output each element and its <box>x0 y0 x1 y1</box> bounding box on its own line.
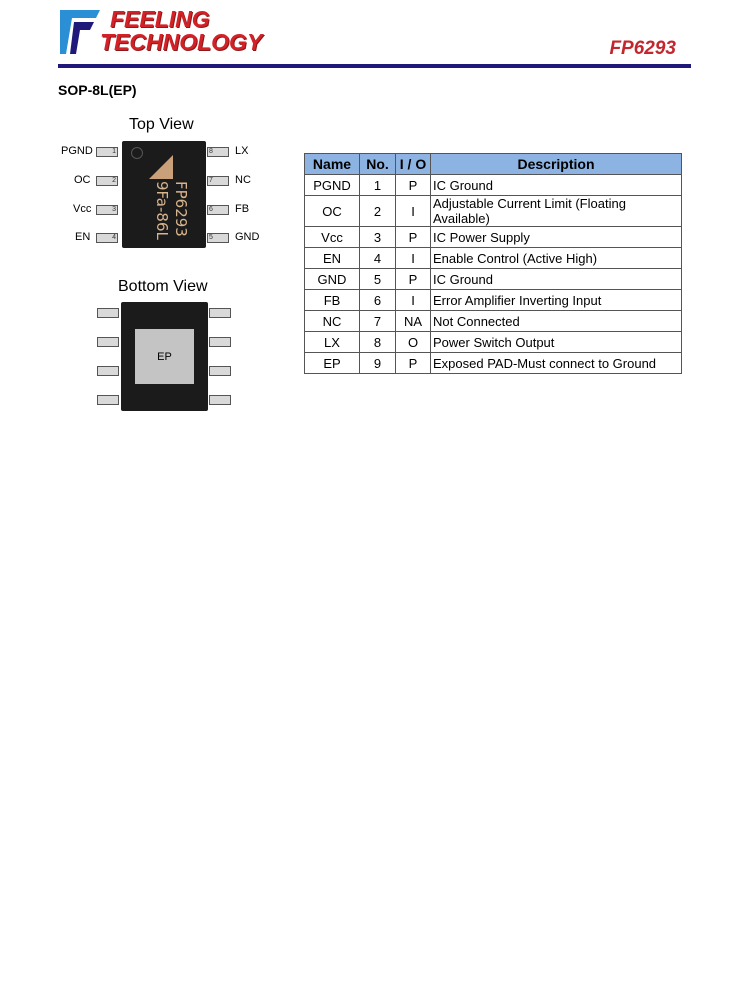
bottom-pin-lead <box>97 308 119 318</box>
cell-no: 2 <box>360 196 396 227</box>
col-header-name: Name <box>305 154 360 175</box>
cell-name: PGND <box>305 175 360 196</box>
cell-no: 3 <box>360 227 396 248</box>
package-label: SOP-8L(EP) <box>58 82 137 98</box>
cell-no: 7 <box>360 311 396 332</box>
cell-no: 8 <box>360 332 396 353</box>
col-header-description: Description <box>431 154 682 175</box>
cell-no: 6 <box>360 290 396 311</box>
bottom-pin-lead <box>209 337 231 347</box>
cell-description: Enable Control (Active High) <box>431 248 682 269</box>
cell-io: I <box>396 196 431 227</box>
cell-io: I <box>396 248 431 269</box>
cell-description: IC Ground <box>431 175 682 196</box>
table-row <box>305 227 682 248</box>
company-name-line2: TECHNOLOGY <box>100 29 263 55</box>
top-pin-name: OC <box>74 174 91 186</box>
cell-name: EP <box>305 353 360 374</box>
pin1-indicator <box>131 147 143 159</box>
cell-no: 1 <box>360 175 396 196</box>
cell-description: IC Ground <box>431 269 682 290</box>
cell-no: 5 <box>360 269 396 290</box>
cell-io: O <box>396 332 431 353</box>
cell-io: P <box>396 175 431 196</box>
bottom-pin-lead <box>97 395 119 405</box>
top-view-title: Top View <box>129 116 194 133</box>
table-row <box>305 353 682 374</box>
cell-io: P <box>396 269 431 290</box>
top-pin-lead: 4 <box>96 233 118 243</box>
cell-name: EN <box>305 248 360 269</box>
col-header-no: No. <box>360 154 396 175</box>
top-pin-name: PGND <box>61 145 93 157</box>
table-row <box>305 196 682 227</box>
cell-description: Not Connected <box>431 311 682 332</box>
cell-name: Vcc <box>305 227 360 248</box>
bottom-pin-lead <box>209 308 231 318</box>
table-row <box>305 332 682 353</box>
pin-description-table <box>304 153 682 374</box>
chip-marking-part: FP6293 <box>172 181 190 237</box>
cell-io: P <box>396 227 431 248</box>
cell-name: NC <box>305 311 360 332</box>
table-row <box>305 290 682 311</box>
table-row <box>305 311 682 332</box>
chip-marking-code: 9Fa-86L <box>153 181 171 240</box>
top-pin-lead: 8 <box>207 147 229 157</box>
bottom-pin-lead <box>97 337 119 347</box>
company-logo-icon <box>58 8 102 56</box>
bottom-pin-lead <box>209 395 231 405</box>
bottom-pin-lead <box>209 366 231 376</box>
part-number-header: FP6293 <box>609 38 676 59</box>
top-pin-name: Vcc <box>73 203 92 215</box>
table-row <box>305 175 682 196</box>
header-divider <box>58 64 691 68</box>
cell-name: LX <box>305 332 360 353</box>
top-pin-lead: 6 <box>207 205 229 215</box>
cell-io: NA <box>396 311 431 332</box>
cell-description: Error Amplifier Inverting Input <box>431 290 682 311</box>
top-pin-lead: 5 <box>207 233 229 243</box>
cell-description: Adjustable Current Limit (Floating Available) <box>431 196 682 227</box>
top-pin-name: LX <box>235 145 249 157</box>
bottom-pin-lead <box>97 366 119 376</box>
top-pin-name: GND <box>235 231 260 243</box>
top-pin-lead: 7 <box>207 176 229 186</box>
top-pin-name: EN <box>75 231 91 243</box>
top-pin-lead: 3 <box>96 205 118 215</box>
chip-logo-icon <box>149 155 173 179</box>
exposed-pad: EP <box>135 329 194 384</box>
table-header-row <box>305 154 682 175</box>
top-pin-lead: 1 <box>96 147 118 157</box>
col-header-io: I / O <box>396 154 431 175</box>
cell-name: FB <box>305 290 360 311</box>
cell-description: Power Switch Output <box>431 332 682 353</box>
cell-no: 4 <box>360 248 396 269</box>
cell-io: P <box>396 353 431 374</box>
top-pin-name: NC <box>235 174 251 186</box>
cell-description: IC Power Supply <box>431 227 682 248</box>
bottom-view-title: Bottom View <box>118 278 208 295</box>
table-row <box>305 248 682 269</box>
top-pin-name: FB <box>235 203 250 215</box>
table-row <box>305 269 682 290</box>
cell-no: 9 <box>360 353 396 374</box>
cell-name: OC <box>305 196 360 227</box>
cell-io: I <box>396 290 431 311</box>
company-name-line1: FEELING <box>110 6 210 32</box>
cell-description: Exposed PAD-Must connect to Ground <box>431 353 682 374</box>
top-pin-lead: 2 <box>96 176 118 186</box>
cell-name: GND <box>305 269 360 290</box>
